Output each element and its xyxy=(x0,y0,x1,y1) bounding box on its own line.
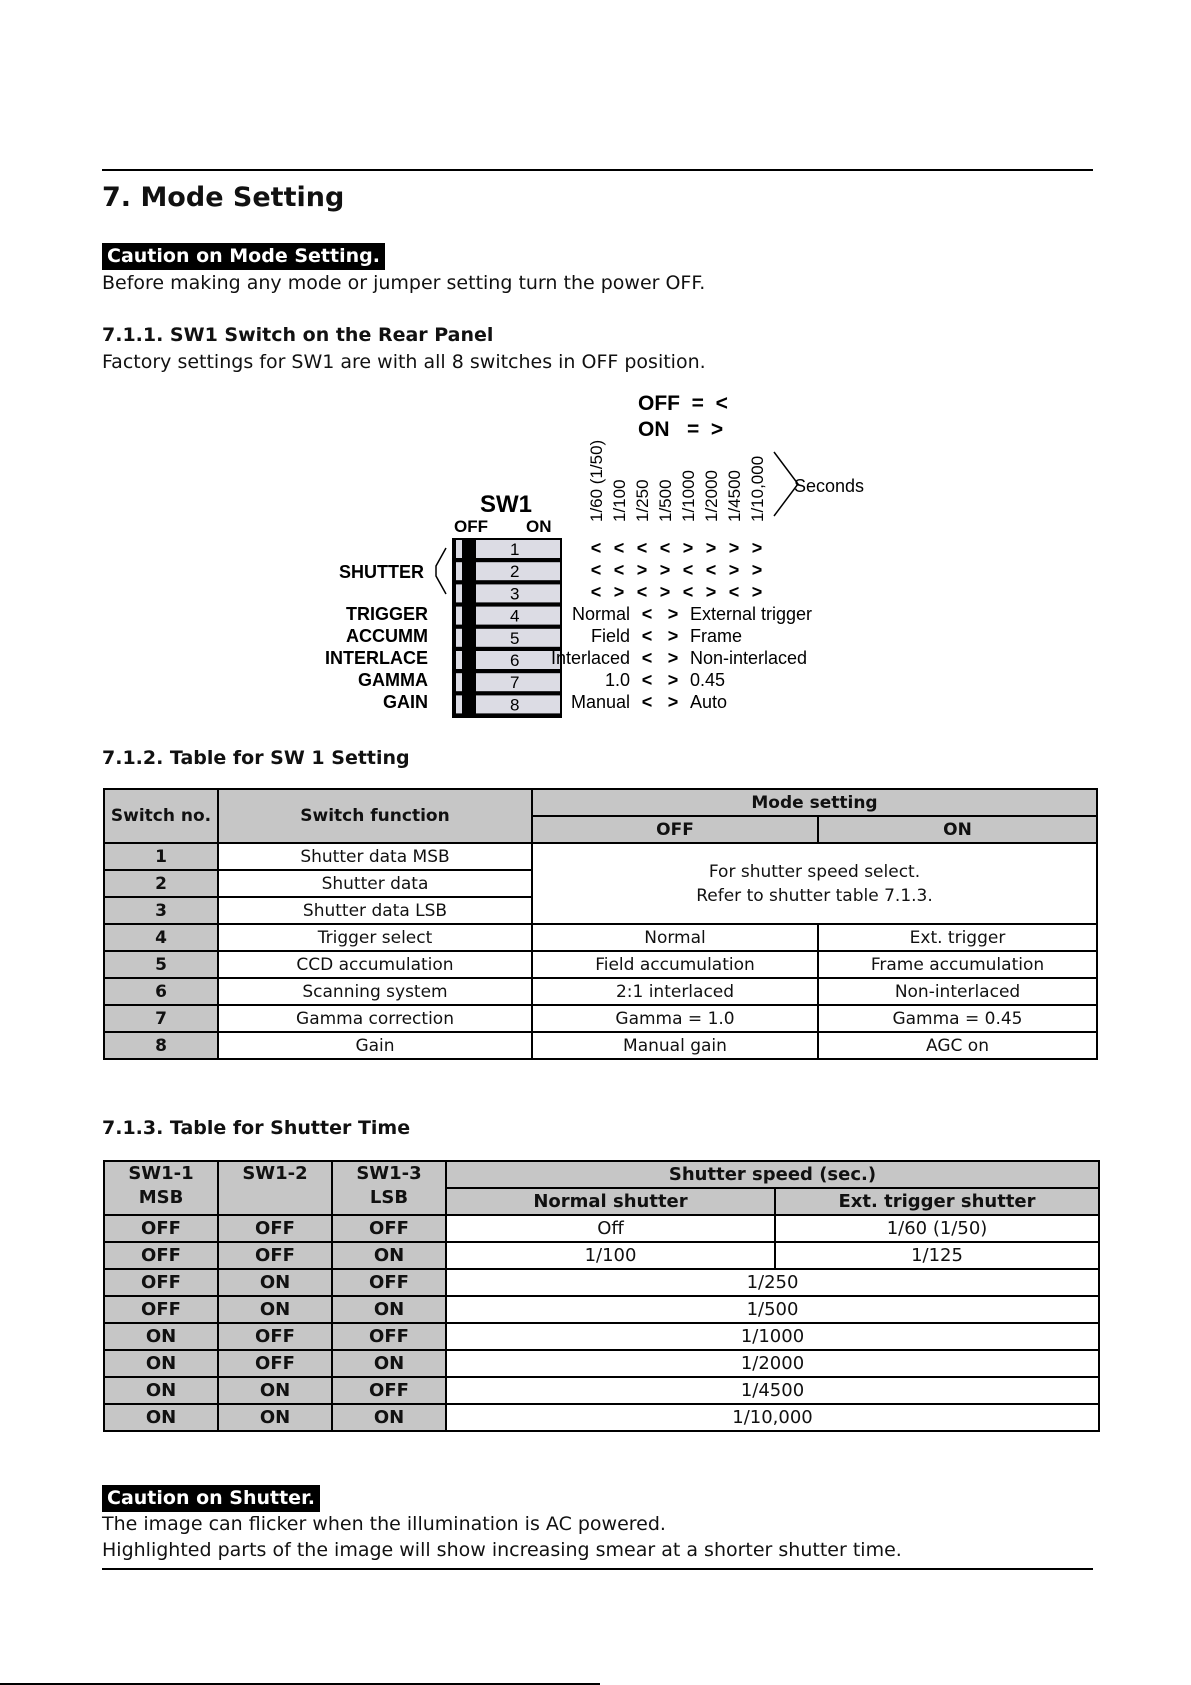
speed-cell: 1/10,000 xyxy=(446,1404,1099,1431)
switch-no-cell: 2 xyxy=(104,870,218,897)
switch-no-cell: 3 xyxy=(104,897,218,924)
shutter-arrow: > xyxy=(682,538,694,558)
sw1-3-cell: OFF xyxy=(332,1377,446,1404)
function-cell: Scanning system xyxy=(218,978,532,1005)
switch-number: 6 xyxy=(510,651,520,670)
shutter-arrow: > xyxy=(659,560,671,580)
header-lsb-label: LSB xyxy=(369,1187,409,1208)
switch-number: 4 xyxy=(510,606,520,626)
sw1-1-cell: ON xyxy=(104,1323,218,1350)
sw1-on-label: ON xyxy=(526,517,552,536)
speed-label: 1/500 xyxy=(656,479,675,522)
shutter-arrow: < xyxy=(613,560,625,580)
on-cell: Frame accumulation xyxy=(818,951,1097,978)
shutter-arrow: > xyxy=(728,538,740,558)
mode-off-text: Normal xyxy=(571,604,630,624)
caution-mode-badge: Caution on Mode Setting. xyxy=(102,243,385,270)
on-legend: ON = > xyxy=(638,418,724,441)
sw1-2-cell: ON xyxy=(218,1296,332,1323)
mode-on-text: Non-interlaced xyxy=(690,648,808,668)
function-cell: Trigger select xyxy=(218,924,532,951)
heading-7-1-2: 7.1.2. Table for SW 1 Setting xyxy=(102,747,410,769)
table-row xyxy=(104,978,1097,1005)
normal-cell: Off xyxy=(446,1215,775,1242)
sw1-3-cell: ON xyxy=(332,1296,446,1323)
speed-cell: 1/2000 xyxy=(446,1350,1099,1377)
caution-shutter-line1: The image can flicker when the illumination is AC powered. xyxy=(102,1513,666,1535)
function-cell: Gamma correction xyxy=(218,1005,532,1032)
mode-on-text: Auto xyxy=(690,692,728,712)
header-sw1-3 xyxy=(332,1161,446,1215)
header-sw1-1 xyxy=(104,1161,218,1215)
sw1-1-cell: ON xyxy=(104,1377,218,1404)
shutter-arrow: < xyxy=(682,560,694,580)
sw1-2-cell: OFF xyxy=(218,1350,332,1377)
mode-off-text: Interlaced xyxy=(550,648,630,668)
switch-number: 1 xyxy=(510,540,520,559)
speed-label: 1/60 (1/50) xyxy=(587,439,606,522)
speed-cell: 1/250 xyxy=(446,1269,1099,1296)
off-cell: 2:1 interlaced xyxy=(532,978,818,1005)
shutter-arrow: < xyxy=(682,582,694,602)
function-cell: Gain xyxy=(218,1032,532,1059)
shutter-arrow-rows xyxy=(591,538,763,602)
heading-7-1-1: 7.1.1. SW1 Switch on the Rear Panel xyxy=(102,324,494,346)
shutter-arrow: < xyxy=(636,538,648,558)
switch-off-slot xyxy=(456,607,462,625)
table-row xyxy=(104,1269,1099,1296)
sw1-3-cell: ON xyxy=(332,1350,446,1377)
label-gamma: GAMMA xyxy=(358,670,428,690)
mode-gt-arrow: > xyxy=(667,648,679,668)
switch-no-cell: 4 xyxy=(104,924,218,951)
table-row xyxy=(104,843,1097,870)
header-mode-setting: Mode setting xyxy=(532,789,1097,816)
shutter-arrow: < xyxy=(613,538,625,558)
shutter-arrow: > xyxy=(636,560,648,580)
speed-label: 1/1000 xyxy=(679,470,698,522)
sw1-2-cell: ON xyxy=(218,1377,332,1404)
mode-off-text: 1.0 xyxy=(604,670,630,690)
off-cell: Field accumulation xyxy=(532,951,818,978)
shutter-arrow: < xyxy=(590,538,602,558)
table-row xyxy=(104,924,1097,951)
shutter-arrow: < xyxy=(728,582,740,602)
top-rule xyxy=(102,169,1093,171)
speed-cell: 1/4500 xyxy=(446,1377,1099,1404)
function-cell: Shutter data MSB xyxy=(218,843,532,870)
mode-lt-arrow: < xyxy=(641,604,653,624)
table-row xyxy=(104,1296,1099,1323)
switch-off-slot xyxy=(456,695,462,713)
header-sw1-3-label: SW1-3 xyxy=(356,1163,422,1184)
shutter-arrow: > xyxy=(751,582,763,602)
table-row xyxy=(104,1215,1099,1242)
on-cell: Gamma = 0.45 xyxy=(818,1005,1097,1032)
shutter-note-line2: Refer to shutter table 7.1.3. xyxy=(696,885,933,906)
table-row xyxy=(104,1377,1099,1404)
off-cell: Gamma = 1.0 xyxy=(532,1005,818,1032)
switch-no-cell: 6 xyxy=(104,978,218,1005)
shutter-time-table xyxy=(103,1160,1100,1432)
label-interlace: INTERLACE xyxy=(325,648,428,668)
header-sw1-2-label: SW1-2 xyxy=(242,1163,308,1184)
header-on: ON xyxy=(818,816,1097,843)
shutter-arrow: > xyxy=(751,560,763,580)
switch-off-slot xyxy=(456,540,462,558)
header-switch-no: Switch no. xyxy=(104,789,218,843)
section-title: 7. Mode Setting xyxy=(102,182,345,213)
caution-shutter-line2: Highlighted parts of the image will show increasing smear at a shorter shutter time. xyxy=(102,1539,902,1561)
mode-lt-arrow: < xyxy=(641,670,653,690)
sw1-1-cell: OFF xyxy=(104,1269,218,1296)
sw1-2-cell: ON xyxy=(218,1269,332,1296)
mode-on-text: 0.45 xyxy=(690,670,726,690)
mode-lt-arrow: < xyxy=(641,626,653,646)
header-switch-function: Switch function xyxy=(218,789,532,843)
mode-rows xyxy=(551,604,812,712)
mode-off-text: Manual xyxy=(570,692,630,712)
sw1-setting-table xyxy=(103,788,1098,1060)
caution-shutter-badge: Caution on Shutter. xyxy=(102,1485,320,1512)
mode-lt-arrow: < xyxy=(641,692,653,712)
shutter-arrow: > xyxy=(705,538,717,558)
mode-lt-arrow: < xyxy=(641,648,653,668)
switch-number: 3 xyxy=(510,584,520,604)
table-row xyxy=(104,1323,1099,1350)
on-cell: Ext. trigger xyxy=(818,924,1097,951)
sw1-1-cell: OFF xyxy=(104,1242,218,1269)
mode-off-text: Field xyxy=(590,626,630,646)
header-sw1-2 xyxy=(218,1161,332,1215)
on-cell: AGC on xyxy=(818,1032,1097,1059)
switch-no-cell: 1 xyxy=(104,843,218,870)
switch-number: 2 xyxy=(510,562,520,582)
off-cell: Manual gain xyxy=(532,1032,818,1059)
sw1-3-cell: OFF xyxy=(332,1215,446,1242)
switch-off-slot xyxy=(456,562,462,580)
function-cell: Shutter data LSB xyxy=(218,897,532,924)
sw1-3-cell: ON xyxy=(332,1242,446,1269)
shutter-arrow: > xyxy=(613,582,625,602)
speed-label: 1/250 xyxy=(633,479,652,522)
switch-no-cell: 7 xyxy=(104,1005,218,1032)
seconds-label: Seconds xyxy=(794,476,865,496)
mode-on-text: External trigger xyxy=(690,604,813,624)
switch-number: 7 xyxy=(510,673,520,693)
header-ext-trigger-shutter: Ext. trigger shutter xyxy=(775,1188,1099,1215)
sw1-2-cell: OFF xyxy=(218,1323,332,1350)
off-cell: Normal xyxy=(532,924,818,951)
switch-off-slot xyxy=(456,651,462,669)
speed-labels xyxy=(587,440,767,522)
factory-settings-text: Factory settings for SW1 are with all 8 switches in OFF position. xyxy=(102,351,706,373)
label-trigger: TRIGGER xyxy=(345,604,428,624)
shutter-arrow: < xyxy=(636,582,648,602)
sw1-1-cell: OFF xyxy=(104,1296,218,1323)
sw1-off-label: OFF xyxy=(454,517,488,536)
speed-label: 1/2000 xyxy=(702,470,721,522)
shutter-arrow: > xyxy=(751,538,763,558)
sw1-2-cell: OFF xyxy=(218,1215,332,1242)
table-row xyxy=(104,1005,1097,1032)
switch-number: 5 xyxy=(510,628,520,648)
speed-label: 1/10,000 xyxy=(748,455,767,522)
sw1-diagram xyxy=(310,388,890,728)
speed-label: 1/4500 xyxy=(725,470,744,522)
header-shutter-speed: Shutter speed (sec.) xyxy=(446,1161,1099,1188)
shutter-arrow: > xyxy=(728,560,740,580)
sw1-2-cell: ON xyxy=(218,1404,332,1431)
on-cell: Non-interlaced xyxy=(818,978,1097,1005)
sw1-3-cell: ON xyxy=(332,1404,446,1431)
ext-cell: 1/125 xyxy=(775,1242,1099,1269)
table-row xyxy=(104,1350,1099,1377)
shutter-arrow: > xyxy=(705,582,717,602)
bottom-rule xyxy=(102,1568,1093,1570)
shutter-arrow: < xyxy=(590,560,602,580)
sw1-1-cell: ON xyxy=(104,1404,218,1431)
switch-off-slot xyxy=(456,629,462,647)
table-row xyxy=(104,951,1097,978)
table-row xyxy=(104,1032,1097,1059)
sw1-3-cell: OFF xyxy=(332,1323,446,1350)
shutter-arrow: > xyxy=(659,582,671,602)
ext-cell: 1/60 (1/50) xyxy=(775,1215,1099,1242)
shutter-note-cell xyxy=(532,843,1097,924)
header-msb-label: MSB xyxy=(138,1187,184,1208)
mode-gt-arrow: > xyxy=(667,626,679,646)
shutter-bracket xyxy=(436,548,446,594)
off-legend: OFF = < xyxy=(638,392,728,415)
function-cell: Shutter data xyxy=(218,870,532,897)
header-off: OFF xyxy=(532,816,818,843)
sw1-1-cell: OFF xyxy=(104,1215,218,1242)
caution-mode-text: Before making any mode or jumper setting turn the power OFF. xyxy=(102,272,706,294)
shutter-arrow: < xyxy=(659,538,671,558)
switch-number: 8 xyxy=(510,695,520,715)
table-row xyxy=(104,1404,1099,1431)
switch-off-slot xyxy=(456,584,462,602)
mode-on-text: Frame xyxy=(690,626,743,646)
mode-gt-arrow: > xyxy=(667,670,679,690)
shutter-arrow: < xyxy=(590,582,602,602)
switch-off-slot xyxy=(456,673,462,691)
sw1-2-cell: OFF xyxy=(218,1242,332,1269)
label-gain: GAIN xyxy=(383,692,428,712)
sw1-title: SW1 xyxy=(480,491,533,518)
mode-gt-arrow: > xyxy=(667,692,679,712)
label-accumm: ACCUMM xyxy=(346,626,428,646)
table-row xyxy=(104,1242,1099,1269)
shutter-note-line1: For shutter speed select. xyxy=(708,861,921,882)
mode-gt-arrow: > xyxy=(667,604,679,624)
switch-no-cell: 5 xyxy=(104,951,218,978)
normal-cell: 1/100 xyxy=(446,1242,775,1269)
speed-cell: 1/500 xyxy=(446,1296,1099,1323)
header-sw1-1-label: SW1-1 xyxy=(128,1163,194,1184)
label-shutter: SHUTTER xyxy=(339,562,424,582)
speed-cell: 1/1000 xyxy=(446,1323,1099,1350)
speed-label: 1/100 xyxy=(610,479,629,522)
heading-7-1-3: 7.1.3. Table for Shutter Time xyxy=(102,1117,411,1139)
sw1-3-cell: OFF xyxy=(332,1269,446,1296)
header-normal-shutter: Normal shutter xyxy=(446,1188,775,1215)
shutter-arrow: < xyxy=(705,560,717,580)
sw1-1-cell: ON xyxy=(104,1350,218,1377)
function-cell: CCD accumulation xyxy=(218,951,532,978)
switch-no-cell: 8 xyxy=(104,1032,218,1059)
